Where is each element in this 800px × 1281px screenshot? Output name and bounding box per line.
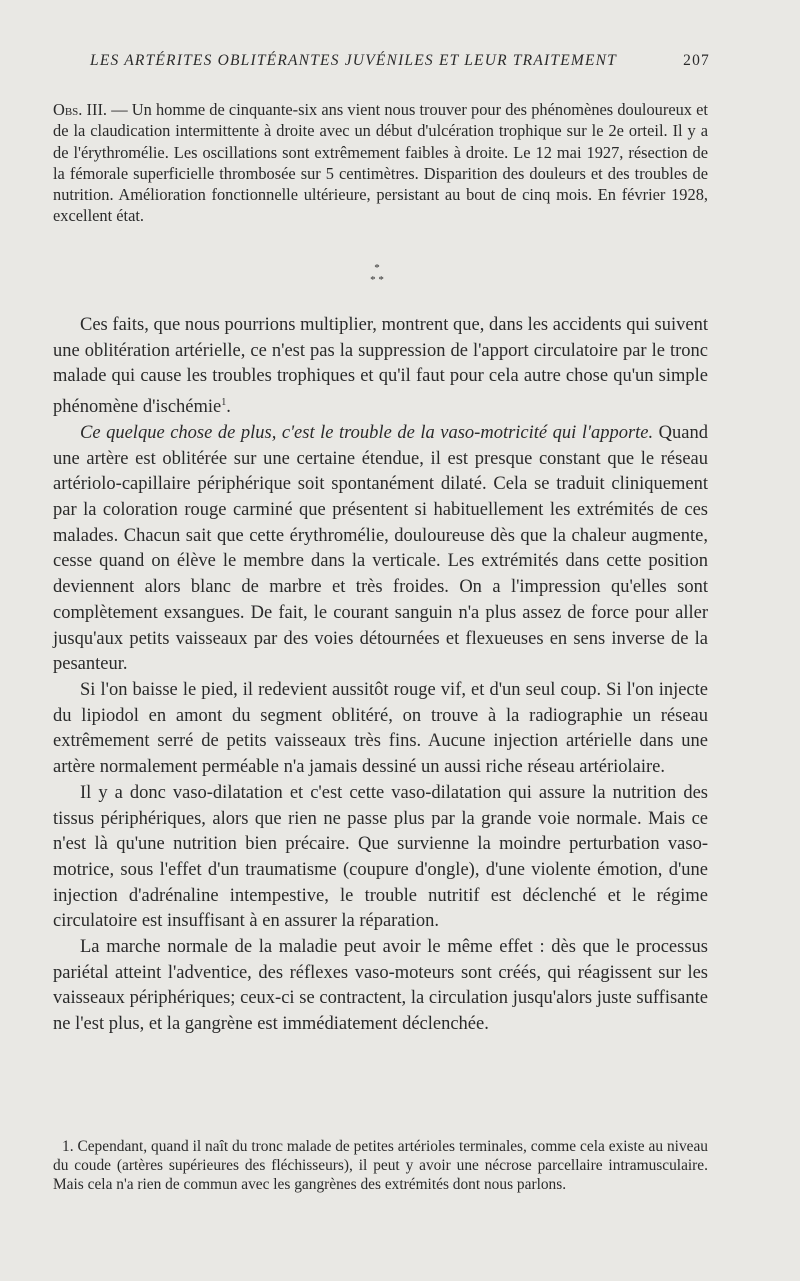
page-number: 207 xyxy=(683,52,710,69)
paragraph-1: Ces faits, que nous pourrions multiplier, montrent que, dans les accidents qui suivent une oblitération artérielle, ce n'est pas la suppression de l'apport circulatoire par le tronc malade qui cause les troubles trophiques et qu'il faut pour cela autre chose qu'un simple phénomène d'ischémie$^1$. xyxy=(53,315,708,418)
paragraph-2 xyxy=(53,421,708,678)
asterism-top: * xyxy=(374,262,380,274)
paragraph-2-text: Quand une artère est oblitérée sur une certaine étendue, il est presque constant que le réseau artériolo-capillaire périphérique soit spontanément dilaté. Cela se traduit cliniquement par la coloration rouge carminé que présentent si habituellement les extrémités de ces malades. Chacun sait que cette érythromélie, douloureuse dès que la chaleur augmente, cesse quand on élève le membre dans la verticale. Les extrémités dans cette position deviennent alors blanc de marbre et très froides. On a l'impression qu'elles sont complètement exsangues. De fait, le courant sanguin n'a plus assez de force pour aller jusqu'aux petits vaisseaux par des voies détournées et flexueuses en sens inverse de la pesanteur. xyxy=(53,422,709,675)
asterism-separator xyxy=(362,262,392,292)
paragraph-3: Si l'on baisse le pied, il redevient aussitôt rouge vif, et d'un seul coup. Si l'on injecte du lipiodol en amont du segment oblitéré, on trouve à la radiographie un réseau extrêmement serré de petits vaisseaux très fins. Aucune injection artérielle dans une artère normalement perméable n'a jamais dessiné un aussi riche réseau artériolaire. xyxy=(53,680,708,778)
observation-paragraph xyxy=(53,99,708,227)
body-text xyxy=(53,313,708,1038)
running-title: LES ARTÉRITES OBLITÉRANTES JUVÉNILES ET LEUR TRAITEMENT xyxy=(90,52,617,69)
observation-text: — Un homme de cinquante-six ans vient nous trouver pour des phénomènes douloureux et de la claudication intermittente à droite avec un début d'ulcération trophique sur le 2e orteil. Il y a de l'érythromélie. Les oscillations sont extrêmement faibles à droite. Le 12 mai 1927, résection de la fémorale superficielle thrombosée sur 5 centimètres. Disparition des douleurs et des troubles de nutrition. Amélioration fonctionnelle ultérieure, persistant au bout de cinq mois. En février 1928, excellent état. xyxy=(53,100,708,226)
paragraph-5: La marche normale de la maladie peut avoir le même effet : dès que le processus pariétal atteint l'adventice, des réflexes vaso-moteurs sont créés, qui réagissent sur les vaisseaux périphériques; ceux-ci se contractent, la circulation jusqu'alors juste suffisante ne l'est plus, et la gangrène est immédiatement déclenchée. xyxy=(53,937,708,1035)
running-header xyxy=(90,52,710,76)
footnote: 1. Cependant, quand il naît du tronc malade de petites artérioles terminales, comme cela existe au niveau du coude (artères supérieures des fléchisseurs), il peut y avoir une nécrose parcellaire intramusculaire. Mais cela n'a rien de commun avec les gangrènes des extrémités dont nous parlons. xyxy=(53,1138,708,1194)
observation-label: Obs. III. xyxy=(53,100,108,119)
paragraph-2-italic: Ce quelque chose de plus, c'est le trouble de la vaso-motricité qui l'apporte. xyxy=(80,422,654,443)
asterism-bottom: * * xyxy=(370,274,384,286)
footnote-ref: 1 xyxy=(221,397,227,409)
paragraph-1-text: Ces faits, que nous pourrions multiplier, montrent que, dans les accidents qui suivent une oblitération artérielle, ce n'est pas la suppression de l'apport circulatoire par le tronc malade qui cause les troubles trophiques et qu'il faut pour cela autre chose qu'un simple phénomène d'ischémie xyxy=(53,315,708,418)
paragraph-4: Il y a donc vaso-dilatation et c'est cette vaso-dilatation qui assure la nutrition des tissus périphériques, alors que rien ne passe plus par la grande voie normale. Mais ce n'est là qu'une nutrition bien précaire. Que survienne la moindre perturbation vaso-motrice, sous l'effet d'un traumatisme (coupure d'ongle), d'une violente émotion, d'une injection d'adrénaline intempestive, le trouble nutritif est déclenché et le régime circulatoire est insuffisant à en assurer la réparation. xyxy=(53,782,708,932)
